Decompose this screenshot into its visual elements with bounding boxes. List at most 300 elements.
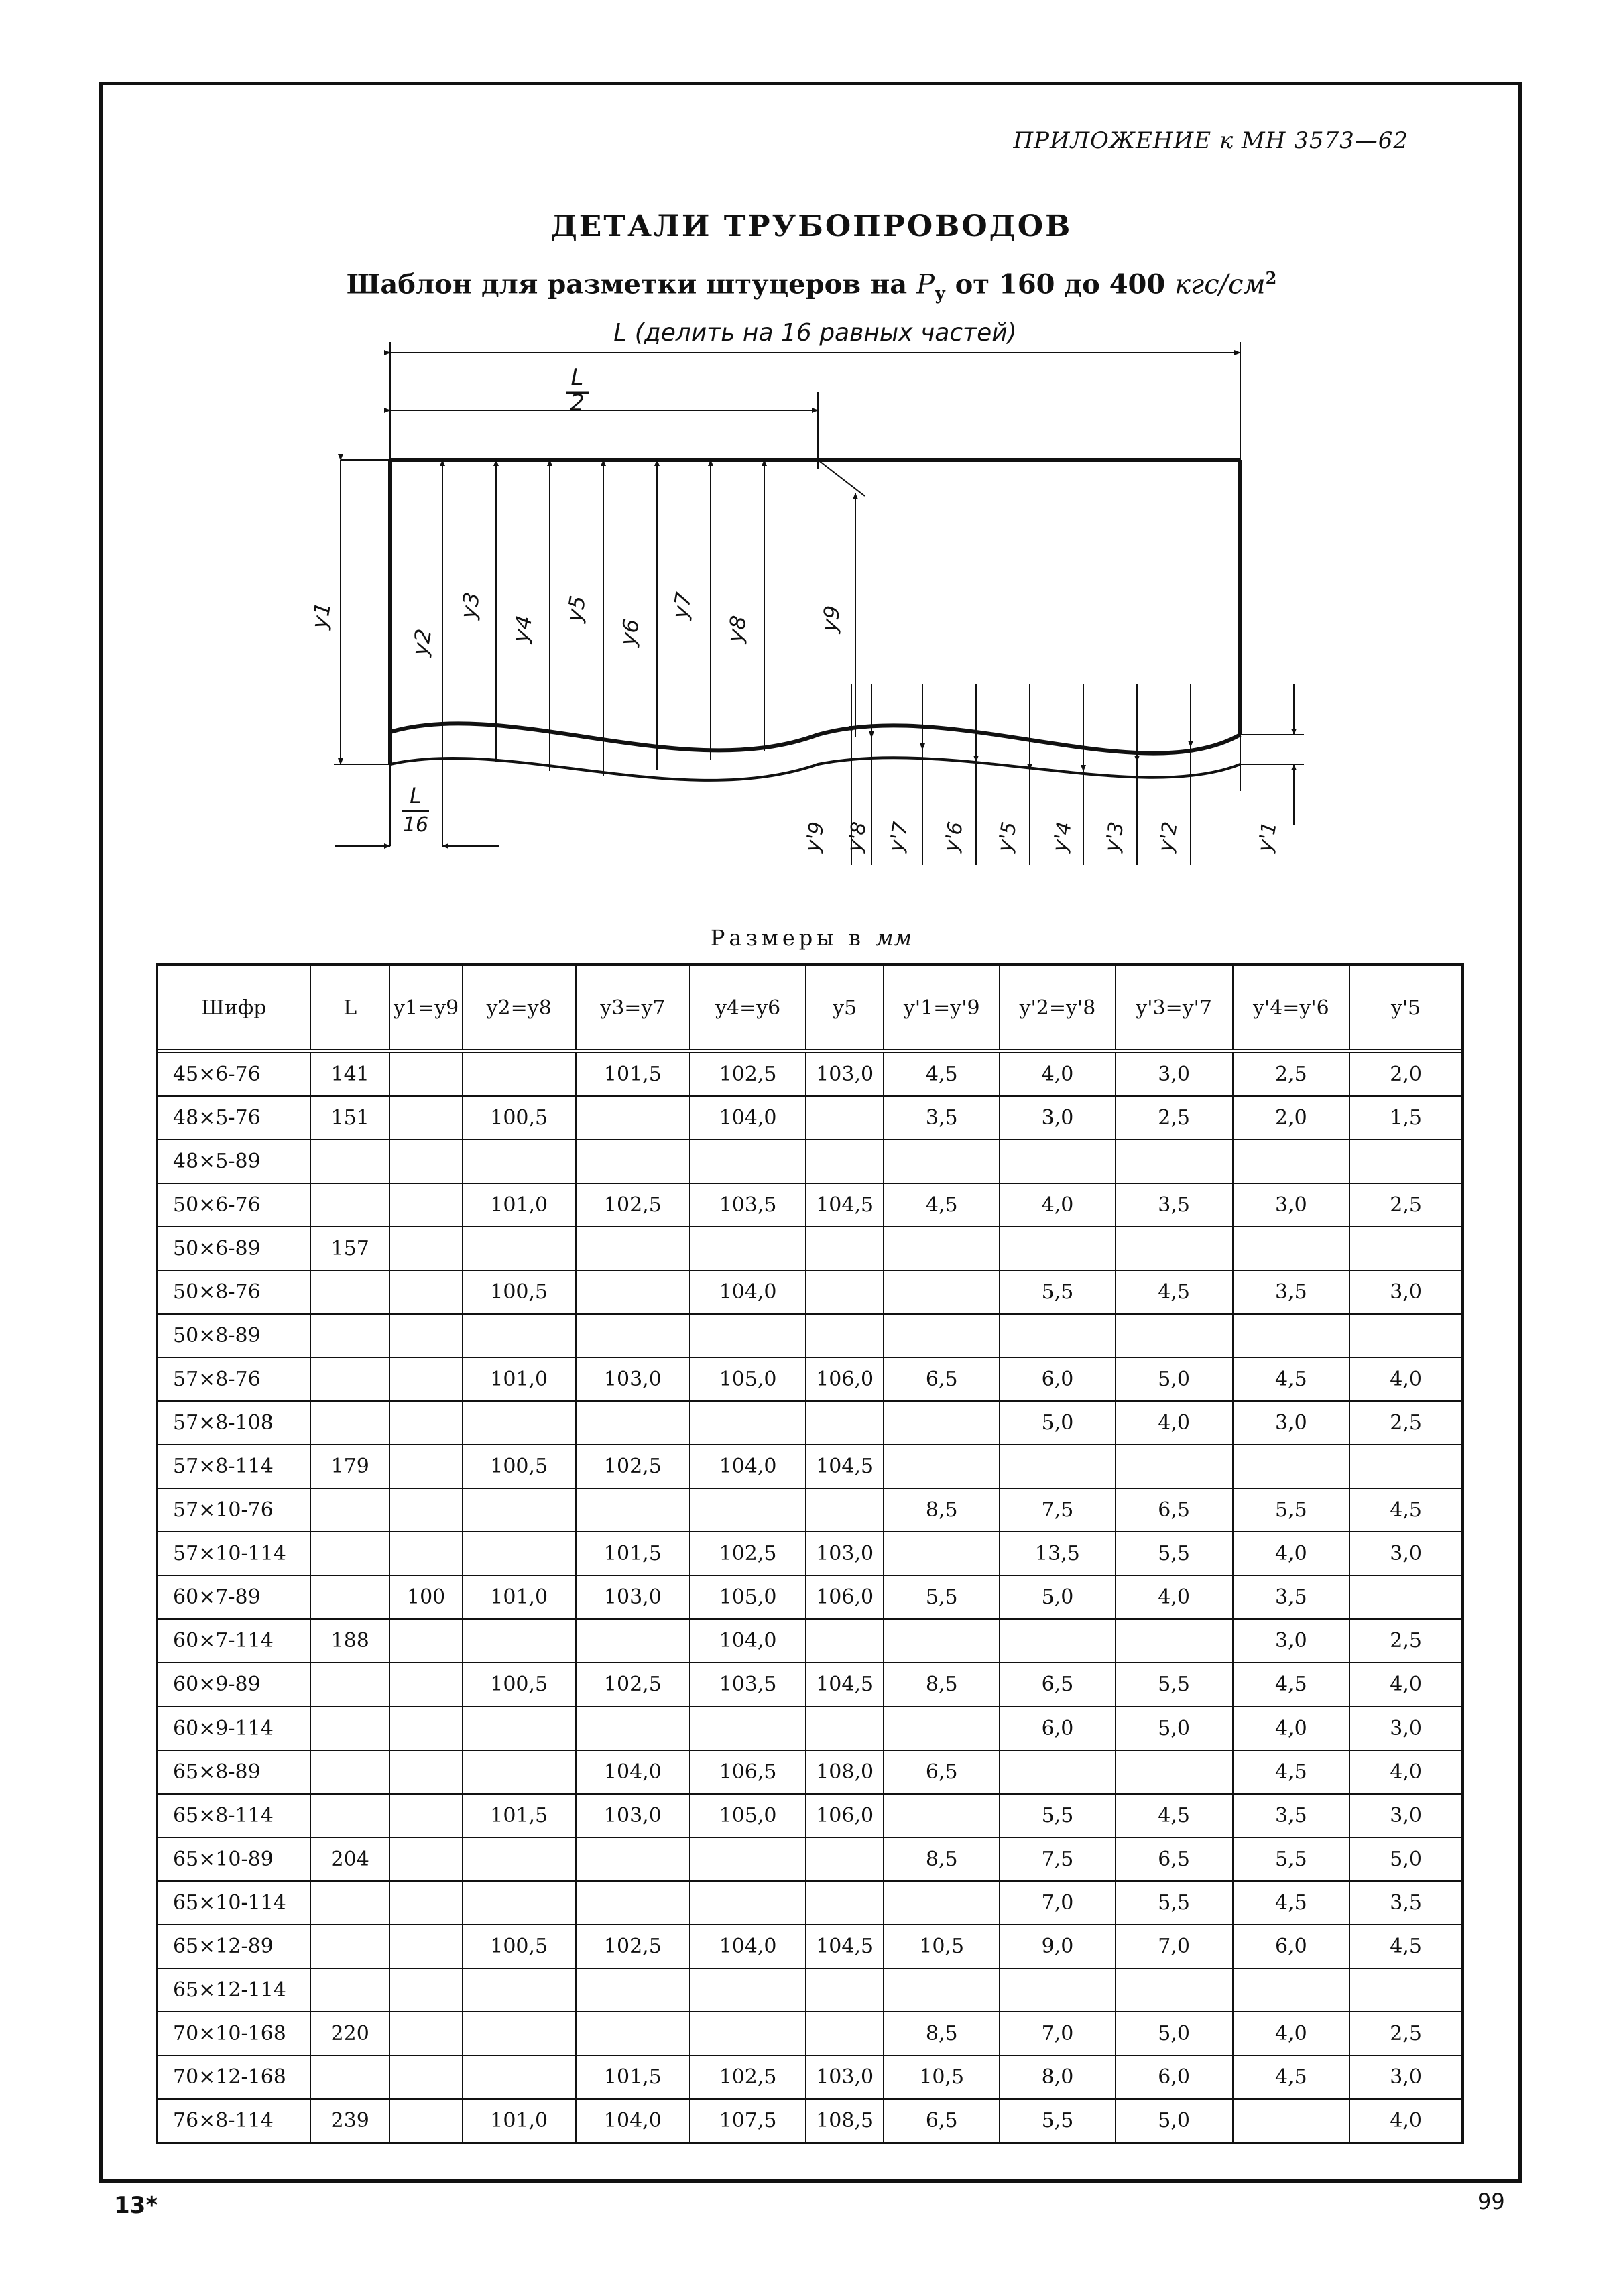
table-cell <box>1349 1227 1461 1270</box>
table-cell: 3,0 <box>1349 2055 1461 2099</box>
table-row <box>158 1051 1461 1096</box>
table-cell <box>690 1881 806 1925</box>
table-cell: 104,0 <box>690 1445 806 1488</box>
table-cell: 7,5 <box>1000 1837 1116 1881</box>
table-cell: 3,0 <box>1116 1051 1233 1096</box>
table-cell <box>310 2055 389 2099</box>
table-cell <box>310 1532 389 1575</box>
subtitle-sup: 2 <box>1265 268 1277 288</box>
table-cell <box>389 2099 462 2142</box>
bottom-dimension-labels <box>800 820 1281 854</box>
table-cell <box>463 1968 576 2012</box>
left-dimension-label: y3 <box>455 590 485 621</box>
table-cell: 103,0 <box>806 1532 884 1575</box>
table-cell: 141 <box>310 1051 389 1096</box>
table-cell <box>1233 1140 1350 1183</box>
table-cell <box>1116 1314 1233 1357</box>
table-cell <box>884 1968 1000 2012</box>
table-cell <box>310 1314 389 1357</box>
table-cell: 5,0 <box>1116 1357 1233 1401</box>
row-code-cell: 65×8-89 <box>158 1750 310 1794</box>
table-cell <box>1116 1140 1233 1183</box>
table-cell <box>389 1314 462 1357</box>
table-cell <box>1000 1140 1116 1183</box>
table-row <box>158 1794 1461 1837</box>
column-header: y'5 <box>1349 966 1461 1051</box>
table-cell <box>806 1968 884 2012</box>
table-cell: 108,0 <box>806 1750 884 1794</box>
page-title: ДЕТАЛИ ТРУБОПРОВОДОВ <box>550 209 1073 243</box>
table-cell: 2,0 <box>1233 1096 1350 1140</box>
table-cell: 8,0 <box>1000 2055 1116 2099</box>
table-cell <box>389 1619 462 1663</box>
column-header: L <box>310 966 389 1051</box>
table-cell: 4,5 <box>884 1183 1000 1227</box>
row-code-cell: 57×8-108 <box>158 1401 310 1445</box>
table-cell <box>806 1881 884 1925</box>
table-cell <box>806 1619 884 1663</box>
table-cell <box>884 1881 1000 1925</box>
table-cell <box>690 1140 806 1183</box>
table-cell: 101,5 <box>576 2055 690 2099</box>
table-cell: 102,5 <box>690 2055 806 2099</box>
table-cell <box>310 1575 389 1619</box>
table-cell: 7,5 <box>1000 1488 1116 1532</box>
table-cell: 3,0 <box>1349 1794 1461 1837</box>
table-cell: 104,5 <box>806 1925 884 1968</box>
table-cell: 4,5 <box>1349 1488 1461 1532</box>
table-cell: 104,5 <box>806 1183 884 1227</box>
table-cell <box>690 2012 806 2055</box>
table-cell <box>1000 1227 1116 1270</box>
table-row <box>158 1488 1461 1532</box>
table-cell: 106,0 <box>806 1575 884 1619</box>
table-cell: 6,5 <box>1000 1663 1116 1706</box>
table-cell <box>463 1140 576 1183</box>
table-cell: 8,5 <box>884 1488 1000 1532</box>
table-cell <box>884 1314 1000 1357</box>
table-cell: 1,5 <box>1349 1096 1461 1140</box>
bottom-dimension-label: y'7 <box>884 820 913 854</box>
subtitle-p: P <box>916 269 935 300</box>
table-cell: 4,5 <box>1233 1881 1350 1925</box>
table-cell <box>310 1140 389 1183</box>
bottom-dimension-label: y'4 <box>1048 820 1077 854</box>
table-cell: 6,5 <box>884 1357 1000 1401</box>
table-cell <box>806 1227 884 1270</box>
left-dimension-label: y7 <box>667 590 697 621</box>
table-cell <box>1233 2099 1350 2142</box>
table-cell: 4,0 <box>1233 1707 1350 1750</box>
table-cell: 105,0 <box>690 1575 806 1619</box>
table-cell <box>1349 1140 1461 1183</box>
table-row <box>158 1183 1461 1227</box>
table-cell: 6,0 <box>1233 1925 1350 1968</box>
table-cell <box>884 1532 1000 1575</box>
table-row <box>158 1227 1461 1270</box>
table-row <box>158 1925 1461 1968</box>
table-cell <box>1349 1445 1461 1488</box>
table-row <box>158 1575 1461 1619</box>
row-code-cell: 60×7-89 <box>158 1575 310 1619</box>
table-cell: 7,0 <box>1000 1881 1116 1925</box>
table-row <box>158 1619 1461 1663</box>
table-cell <box>389 1227 462 1270</box>
table-cell: 5,5 <box>884 1575 1000 1619</box>
table-cell: 3,5 <box>1116 1183 1233 1227</box>
row-code-cell: 45×6-76 <box>158 1051 310 1096</box>
table-cell <box>389 1488 462 1532</box>
table-cell: 5,5 <box>1116 1663 1233 1706</box>
table-cell <box>310 1663 389 1706</box>
table-cell: 107,5 <box>690 2099 806 2142</box>
subtitle-text: Шаблон для разметки штуцеров на <box>346 268 917 300</box>
table-cell <box>1000 1750 1116 1794</box>
left-dimension-label: y2 <box>407 627 437 658</box>
table-row <box>158 1096 1461 1140</box>
table-cell <box>389 1532 462 1575</box>
table-cell <box>389 1096 462 1140</box>
table-cell <box>389 1183 462 1227</box>
table-cell <box>463 1314 576 1357</box>
table-cell <box>884 1445 1000 1488</box>
table-cell <box>576 1881 690 1925</box>
table-cell: 3,5 <box>884 1096 1000 1140</box>
table-cell: 103,0 <box>576 1357 690 1401</box>
table-cell: 9,0 <box>1000 1925 1116 1968</box>
table-cell: 4,5 <box>1233 1750 1350 1794</box>
table-cell: 100,5 <box>463 1445 576 1488</box>
table-cell <box>310 1750 389 1794</box>
table-cell <box>884 1227 1000 1270</box>
table-cell: 106,0 <box>806 1357 884 1401</box>
length-label: L (делить на 16 равных частей) <box>613 319 1017 347</box>
bottom-dimension-label: y'6 <box>939 820 968 854</box>
table-cell <box>690 1488 806 1532</box>
row-code-cell: 60×7-114 <box>158 1619 310 1663</box>
table-cell <box>463 1401 576 1445</box>
table-cell <box>463 2055 576 2099</box>
table-cell <box>1116 1968 1233 2012</box>
table-cell <box>389 2055 462 2099</box>
table-cell: 103,0 <box>576 1575 690 1619</box>
table-row <box>158 1357 1461 1401</box>
table-cell: 3,0 <box>1233 1619 1350 1663</box>
table-row <box>158 1401 1461 1445</box>
table-cell: 4,5 <box>1349 1925 1461 1968</box>
table-cell: 6,0 <box>1116 2055 1233 2099</box>
table-cell: 105,0 <box>690 1794 806 1837</box>
table-cell <box>806 1707 884 1750</box>
table-cell: 103,0 <box>576 1794 690 1837</box>
table-cell: 3,0 <box>1000 1096 1116 1140</box>
table-cell: 5,5 <box>1116 1532 1233 1575</box>
table-cell <box>310 1925 389 1968</box>
table-cell <box>576 1837 690 1881</box>
table-cell: 4,5 <box>1116 1794 1233 1837</box>
table-cell: 104,5 <box>806 1663 884 1706</box>
table-cell: 8,5 <box>884 1663 1000 1706</box>
left-dimension-label: y1 <box>306 600 337 631</box>
subtitle-sub: у <box>935 284 946 304</box>
table-cell <box>310 1881 389 1925</box>
table-cell: 101,0 <box>463 1575 576 1619</box>
table-cell <box>463 1707 576 1750</box>
table-cell: 100,5 <box>463 1663 576 1706</box>
table-cell: 2,5 <box>1349 1183 1461 1227</box>
table-cell <box>389 1051 462 1096</box>
table-cell <box>310 1270 389 1314</box>
table-cell <box>576 1096 690 1140</box>
table-cell: 101,5 <box>576 1532 690 1575</box>
table-cell: 101,0 <box>463 1183 576 1227</box>
table-row <box>158 2099 1461 2142</box>
table-cell <box>463 1619 576 1663</box>
table-cell: 179 <box>310 1445 389 1488</box>
table-cell: 5,5 <box>1233 1837 1350 1881</box>
table-cell: 102,5 <box>576 1663 690 1706</box>
table-cell: 104,0 <box>690 1270 806 1314</box>
column-header: y3=y7 <box>576 966 690 1051</box>
table-cell: 3,5 <box>1349 1881 1461 1925</box>
table-cell <box>389 1750 462 1794</box>
table-cell <box>884 1619 1000 1663</box>
table-cell <box>389 1794 462 1837</box>
row-code-cell: 65×10-89 <box>158 1837 310 1881</box>
table-cell: 104,0 <box>576 1750 690 1794</box>
table-cell <box>576 1619 690 1663</box>
row-code-cell: 65×10-114 <box>158 1881 310 1925</box>
table-cell <box>1349 1314 1461 1357</box>
column-header: y'2=y'8 <box>1000 966 1116 1051</box>
table-cell: 10,5 <box>884 1925 1000 1968</box>
table-cell <box>884 1401 1000 1445</box>
table-cell: 3,5 <box>1233 1794 1350 1837</box>
table-cell <box>463 1750 576 1794</box>
left-dimension-label: y6 <box>615 617 645 648</box>
table-cell: 5,5 <box>1233 1488 1350 1532</box>
table-cell <box>884 1794 1000 1837</box>
table-cell: 7,0 <box>1000 2012 1116 2055</box>
table-cell: 7,0 <box>1116 1925 1233 1968</box>
table-cell <box>576 1401 690 1445</box>
table-cell: 4,5 <box>1116 1270 1233 1314</box>
table-cell <box>389 1707 462 1750</box>
row-code-cell: 48×5-89 <box>158 1140 310 1183</box>
table-cell <box>463 1532 576 1575</box>
table-cell <box>1116 1619 1233 1663</box>
table-cell: 4,5 <box>884 1051 1000 1096</box>
table-cell: 6,5 <box>1116 1837 1233 1881</box>
table-row <box>158 1140 1461 1183</box>
table-cell <box>310 1794 389 1837</box>
table-cell <box>389 1401 462 1445</box>
table-cell: 3,0 <box>1349 1270 1461 1314</box>
table-cell: 108,5 <box>806 2099 884 2142</box>
row-code-cell: 65×12-89 <box>158 1925 310 1968</box>
table-cell: 100,5 <box>463 1925 576 1968</box>
table-cell: 151 <box>310 1096 389 1140</box>
table-cell <box>1349 1968 1461 2012</box>
table-cell: 5,0 <box>1116 1707 1233 1750</box>
table-cell: 3,0 <box>1349 1707 1461 1750</box>
table-cell <box>806 1270 884 1314</box>
table-cell: 2,0 <box>1349 1051 1461 1096</box>
table-cell <box>310 1183 389 1227</box>
bottom-dimension-label: y'3 <box>1100 820 1129 854</box>
table-cell: 5,0 <box>1116 2099 1233 2142</box>
table-cell: 5,5 <box>1000 1270 1116 1314</box>
table-cell: 5,0 <box>1349 1837 1461 1881</box>
table-row <box>158 2055 1461 2099</box>
table-cell <box>576 1707 690 1750</box>
table-cell: 220 <box>310 2012 389 2055</box>
table-cell: 104,0 <box>576 2099 690 2142</box>
table-cell: 103,5 <box>690 1183 806 1227</box>
table-cell <box>463 1488 576 1532</box>
table-cell: 101,0 <box>463 2099 576 2142</box>
appendix-label: ПРИЛОЖЕНИЕ к МН 3573—62 <box>1013 127 1408 154</box>
table-cell: 103,5 <box>690 1663 806 1706</box>
row-code-cell: 76×8-114 <box>173 2108 274 2132</box>
row-code-cell: 70×10-168 <box>158 2012 310 2055</box>
table-cell <box>389 1837 462 1881</box>
table-cell: 8,5 <box>884 2012 1000 2055</box>
table-cell: 104,5 <box>806 1445 884 1488</box>
table-row <box>158 1532 1461 1575</box>
table-cell: 4,0 <box>1000 1051 1116 1096</box>
table-cell: 4,0 <box>1116 1575 1233 1619</box>
table-cell <box>1233 1314 1350 1357</box>
table-cell <box>1000 1445 1116 1488</box>
table-row <box>158 1663 1461 1706</box>
table-cell: 106,0 <box>806 1794 884 1837</box>
table-cell: 5,0 <box>1116 2012 1233 2055</box>
table-cell <box>806 1140 884 1183</box>
table-cell: 6,0 <box>1000 1357 1116 1401</box>
table-cell <box>806 1096 884 1140</box>
table-cell: 103,0 <box>806 1051 884 1096</box>
table-cell <box>463 1227 576 1270</box>
table-cell: 204 <box>310 1837 389 1881</box>
table-cell: 188 <box>310 1619 389 1663</box>
row-code-cell: 70×12-168 <box>158 2055 310 2099</box>
table-cell: 4,0 <box>1349 1357 1461 1401</box>
table-cell: 102,5 <box>576 1183 690 1227</box>
table-cell <box>1349 1575 1461 1619</box>
table-cell: 4,5 <box>1233 1357 1350 1401</box>
table-cell: 102,5 <box>576 1445 690 1488</box>
table-cell: 6,5 <box>884 1750 1000 1794</box>
table-cell: 3,5 <box>1233 1270 1350 1314</box>
table-cell: 102,5 <box>690 1051 806 1096</box>
table-row <box>158 1314 1461 1357</box>
left-dimension-label: y4 <box>507 613 538 644</box>
table-cell <box>1116 1750 1233 1794</box>
row-code-cell: 57×8-76 <box>158 1357 310 1401</box>
table-cell: 8,5 <box>884 1837 1000 1881</box>
table-cell: 103,0 <box>806 2055 884 2099</box>
table-cell: 4,0 <box>1349 1663 1461 1706</box>
table-cell: 5,0 <box>1000 1575 1116 1619</box>
table-cell <box>576 1270 690 1314</box>
table-row <box>158 2012 1461 2055</box>
table-cell <box>1233 1968 1350 2012</box>
table-cell: 104,0 <box>690 1925 806 1968</box>
sizes-caption <box>0 925 1623 951</box>
table-cell <box>884 1270 1000 1314</box>
table-cell <box>806 2012 884 2055</box>
table-cell <box>389 1445 462 1488</box>
table-cell <box>463 1881 576 1925</box>
column-header: y4=y6 <box>690 966 806 1051</box>
half-denominator: 2 <box>570 389 585 416</box>
table-cell: 101,5 <box>576 1051 690 1096</box>
bottom-dimension-label: y'2 <box>1154 820 1183 854</box>
table-cell: 4,0 <box>1116 1401 1233 1445</box>
row-code-cell: 60×9-89 <box>158 1663 310 1706</box>
left-dimension-label: y5 <box>561 593 591 624</box>
signature-mark: 13* <box>114 2192 158 2219</box>
table-cell <box>884 1707 1000 1750</box>
table-cell <box>1116 1227 1233 1270</box>
table-cell <box>806 1314 884 1357</box>
table-cell <box>310 1488 389 1532</box>
table-cell: 239 <box>310 2099 389 2142</box>
table-row <box>158 1707 1461 1750</box>
table-row <box>158 1968 1461 2012</box>
row-code-cell: 50×6-89 <box>158 1227 310 1270</box>
table-cell: 106,5 <box>690 1750 806 1794</box>
left-dimension-label: y9 <box>816 603 846 634</box>
table-cell <box>690 1837 806 1881</box>
sixteenth-denominator: 16 <box>402 813 429 837</box>
table-cell <box>690 1401 806 1445</box>
column-header: y2=y8 <box>463 966 576 1051</box>
table-cell <box>389 1357 462 1401</box>
table-cell: 13,5 <box>1000 1532 1116 1575</box>
table-cell: 3,0 <box>1233 1183 1350 1227</box>
table-cell <box>884 1140 1000 1183</box>
table-cell: 4,0 <box>1233 2012 1350 2055</box>
table-row <box>158 1837 1461 1881</box>
table-cell <box>806 1488 884 1532</box>
table-cell: 5,5 <box>1000 2099 1116 2142</box>
table-cell <box>576 1140 690 1183</box>
bottom-dimension-label: y'8 <box>843 820 871 854</box>
row-code-cell: 65×8-114 <box>158 1794 310 1837</box>
column-header: Шифр <box>158 966 310 1051</box>
table-cell: 10,5 <box>884 2055 1000 2099</box>
table-cell <box>310 1707 389 1750</box>
table-cell <box>690 1227 806 1270</box>
table-cell <box>310 1968 389 2012</box>
table-cell: 4,0 <box>1349 1750 1461 1794</box>
table-cell: 101,5 <box>463 1794 576 1837</box>
table-cell <box>1000 1619 1116 1663</box>
table-row <box>158 1750 1461 1794</box>
table-cell: 4,0 <box>1000 1183 1116 1227</box>
table-cell: 101,0 <box>463 1357 576 1401</box>
table-cell <box>310 1401 389 1445</box>
table-cell <box>576 2012 690 2055</box>
row-code-cell: 57×8-114 <box>158 1445 310 1488</box>
table-cell <box>1116 1445 1233 1488</box>
half-numerator: L <box>570 364 584 391</box>
table-cell: 3,5 <box>1233 1575 1350 1619</box>
subtitle-unit: кгс/см <box>1175 269 1266 300</box>
table-cell: 5,0 <box>1000 1401 1116 1445</box>
